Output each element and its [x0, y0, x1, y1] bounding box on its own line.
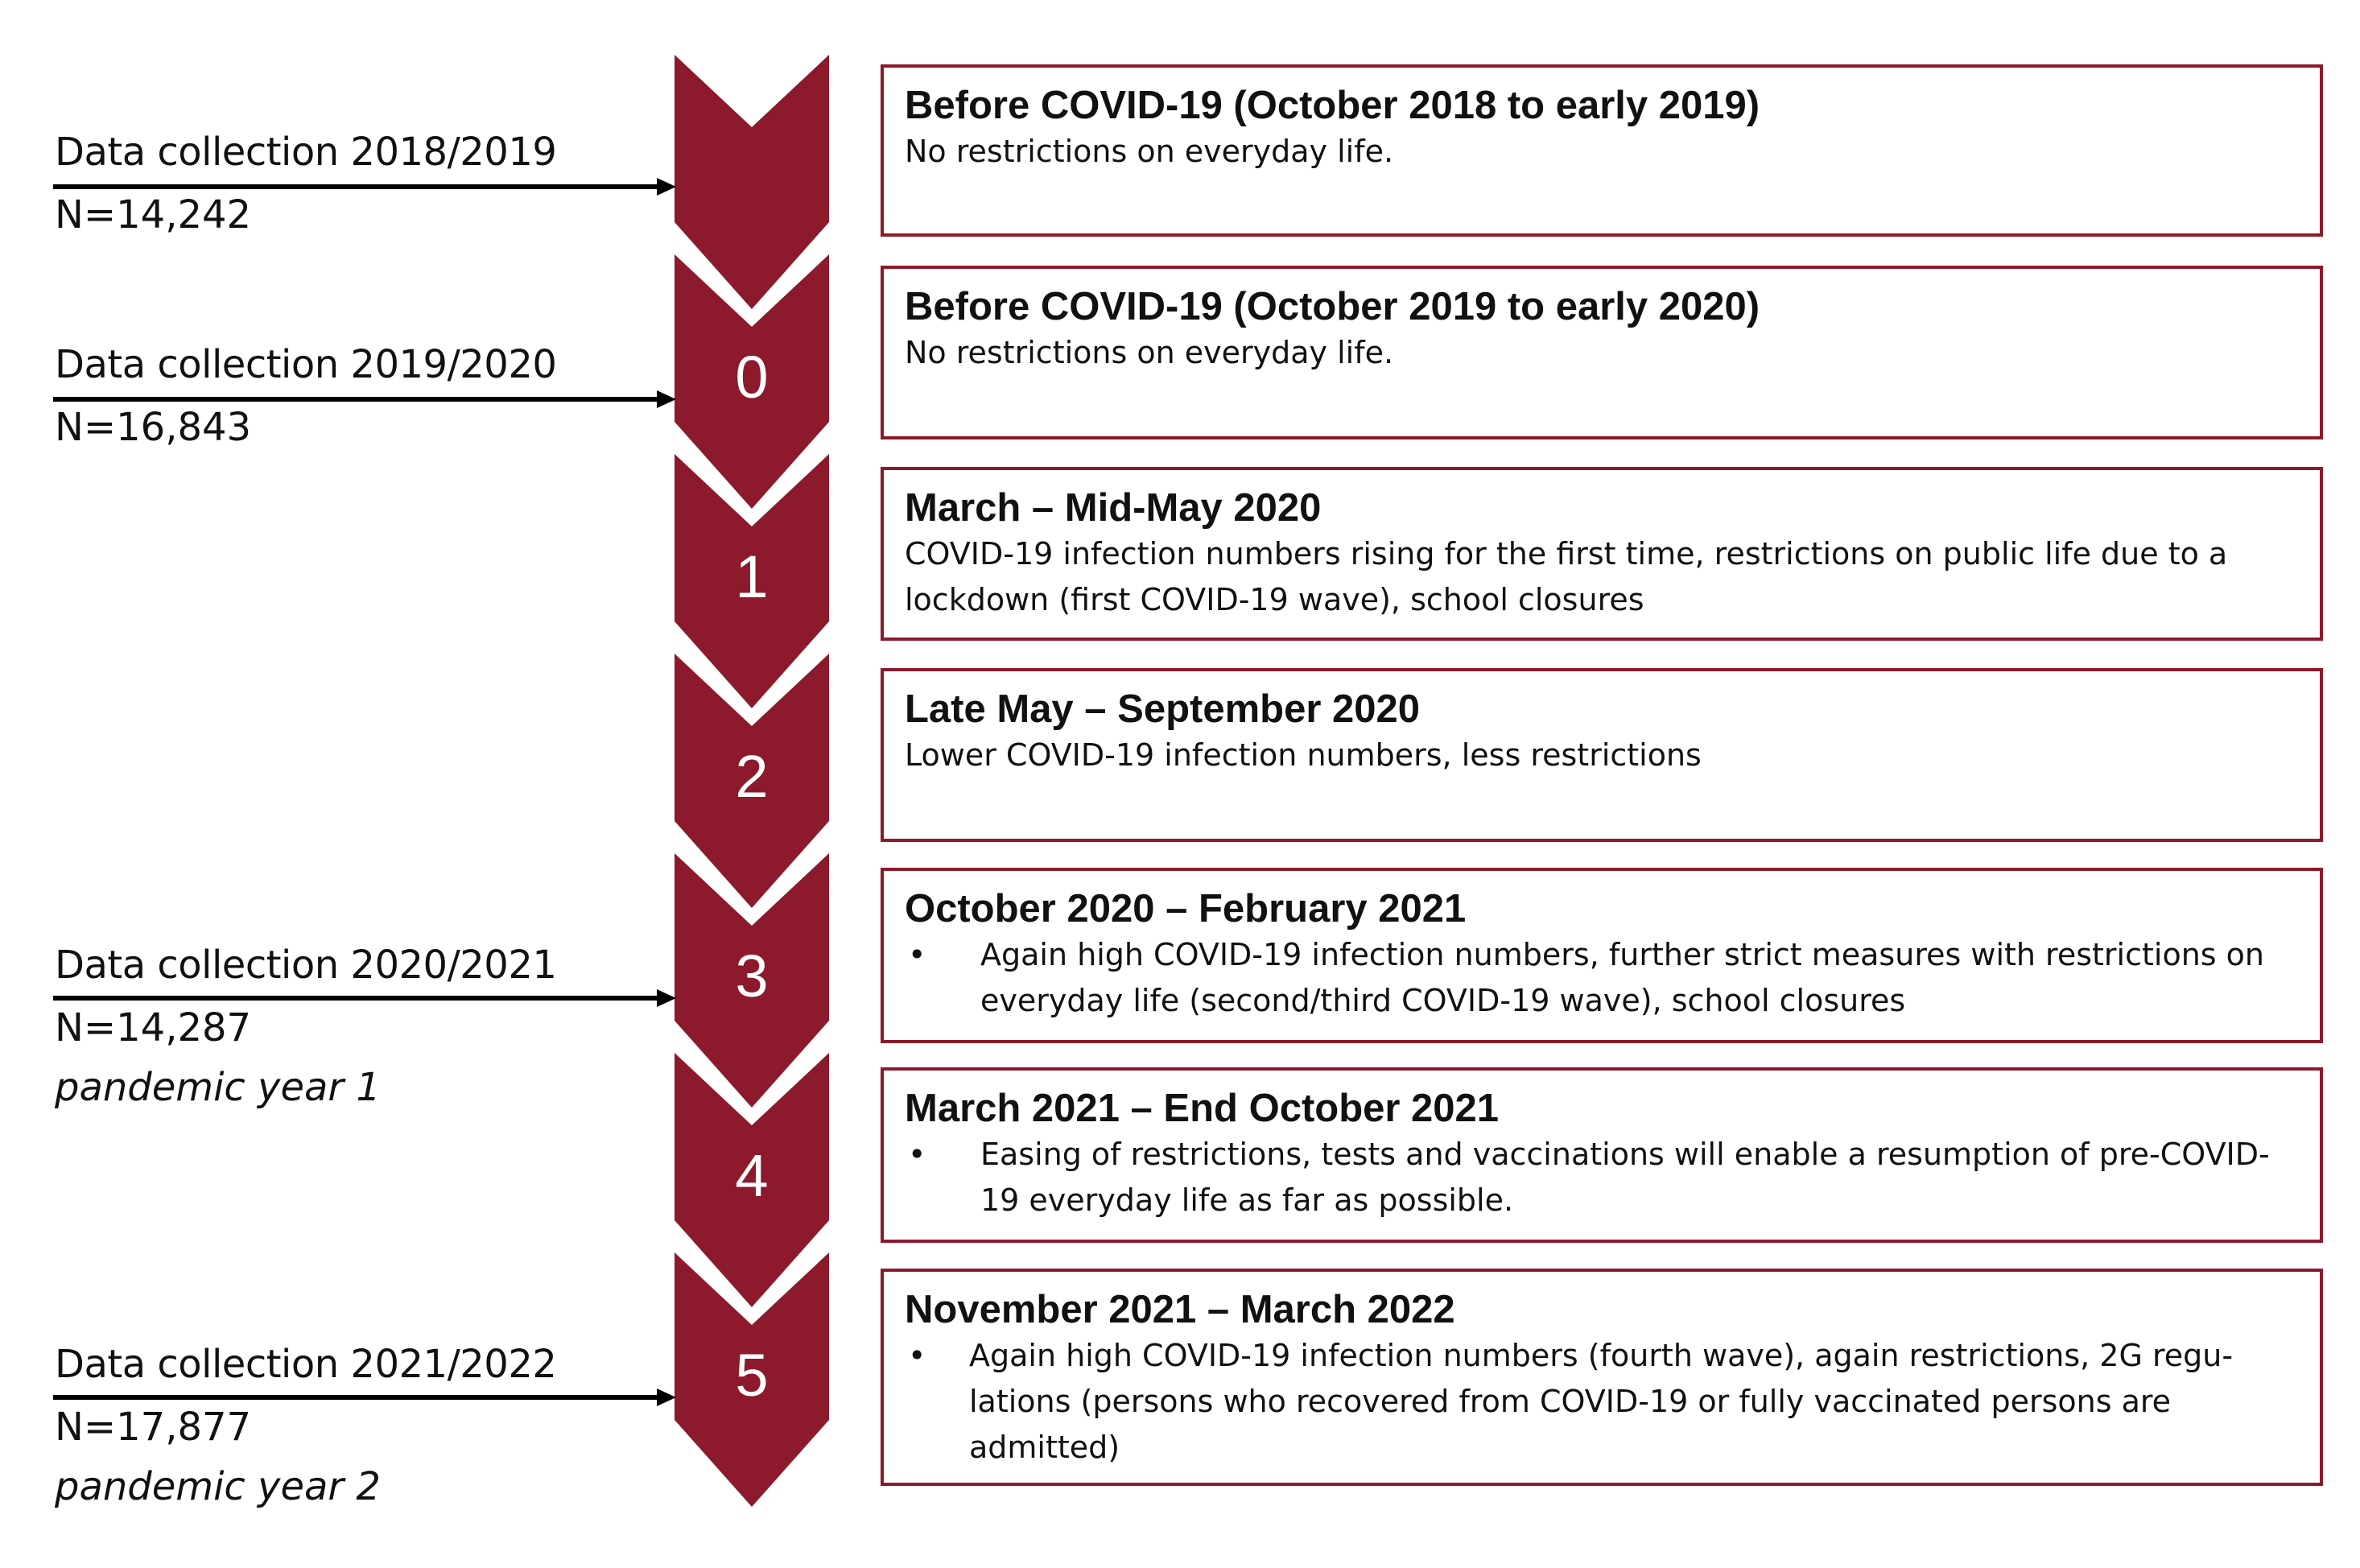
phase-description: Lower COVID-19 infection numbers, less restrictions: [905, 737, 1702, 773]
phase-description: COVID-19 infection numbers rising for the first time, restrictions on public life due to a lockdown (first COVID-19 wave), school closures: [905, 536, 2228, 617]
phase-description: No restrictions on everyday life.: [905, 134, 1394, 169]
sample-size: N=16,843: [55, 405, 252, 450]
chevron-number: 1: [735, 543, 769, 610]
pandemic-year-label: pandemic year 1: [55, 1065, 381, 1110]
phase-bullet: [905, 1132, 2300, 1223]
sample-size: N=14,287: [55, 1005, 252, 1050]
phase-description: Easing of restrictions, tests and vaccinations will enable a resumption of pre-COVID-19 everyday life as far as possible.: [980, 1137, 2270, 1218]
phase-box-fourth-wave: [881, 1269, 2323, 1486]
data-collection-label: Data collection 2021/2022: [55, 1342, 557, 1387]
phase-title: March – Mid-May 2020: [905, 486, 1322, 530]
bullet-dot: •: [908, 1338, 926, 1373]
data-collection-2018-2019: [55, 129, 556, 240]
phase-title: Late May – September 2020: [905, 687, 1421, 731]
sample-size: N=17,877: [55, 1405, 252, 1450]
phase-title: November 2021 – March 2022: [905, 1288, 1455, 1331]
chevron-number: 0: [735, 344, 769, 411]
data-collection-2019-2020: [55, 341, 556, 452]
chevron-number: 4: [735, 1142, 769, 1209]
phase-bullet: [905, 1333, 2300, 1471]
data-collection-2020-2021: [55, 942, 556, 1112]
data-collection-label: Data collection 2018/2019: [55, 130, 557, 175]
data-collection-label: Data collection 2019/2020: [55, 342, 557, 387]
phase-bullet: [905, 932, 2300, 1024]
phase-box-second-third-wave: [881, 868, 2323, 1043]
phase-box-first-wave: [881, 467, 2323, 641]
phase-box-easing-2021: [881, 1067, 2323, 1243]
phase-title: Before COVID-19 (October 2018 to early 2019): [905, 84, 1760, 127]
phase-box-pre-covid-2019: [881, 266, 2323, 439]
chevron-number: 3: [735, 943, 769, 1009]
phase-description: No restrictions on everyday life.: [905, 335, 1394, 370]
phase-title: March 2021 – End October 2021: [905, 1087, 1500, 1130]
data-collection-label: Data collection 2020/2021: [55, 943, 557, 988]
phase-description: Again high COVID-19 infection numbers (fourth wave), again restrictions, 2G regu-lations (persons who recovered from COVID-19 or fully vaccinated persons are admitted): [969, 1338, 2234, 1465]
phase-title: Before COVID-19 (October 2019 to early 2020): [905, 285, 1760, 328]
chevron-number: 2: [735, 743, 769, 810]
data-collection-2021-2022: [55, 1341, 556, 1512]
phase-box-summer-2020: [881, 668, 2323, 842]
phase-title: October 2020 – February 2021: [905, 887, 1467, 930]
sample-size: N=14,242: [55, 192, 252, 237]
phase-description: Again high COVID-19 infection numbers, further strict measures with restrictions on everyday life (second/third COVID-19 wave), school closures: [980, 937, 2264, 1018]
bullet-dot: •: [908, 1137, 926, 1172]
chevron-shape: [675, 55, 829, 309]
phase-box-pre-covid-2018: [881, 64, 2323, 237]
bullet-dot: •: [908, 937, 926, 972]
chevron-step-0: [675, 55, 829, 309]
pandemic-year-label: pandemic year 2: [55, 1464, 381, 1509]
chevron-number: 5: [735, 1342, 769, 1409]
